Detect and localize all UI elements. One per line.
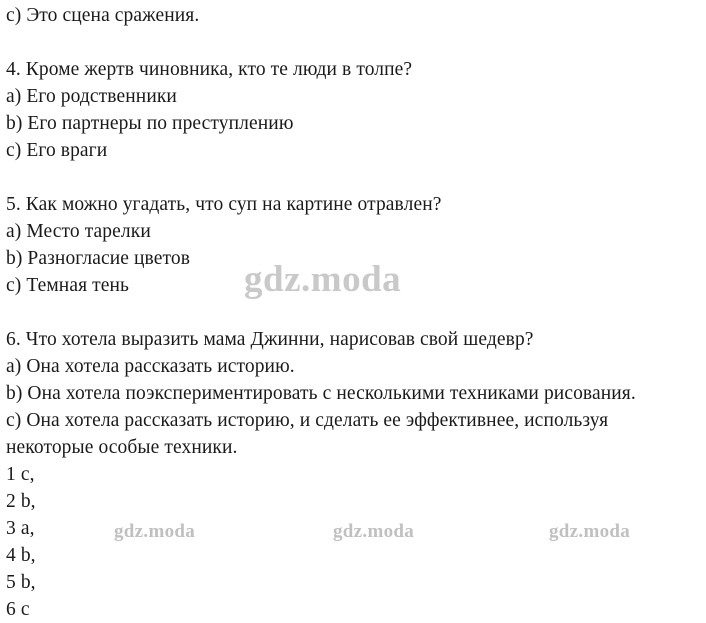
answer-key-item: 5 b, [6, 572, 36, 593]
watermark-small-center: gdz.moda [333, 521, 415, 542]
paragraph-gap [6, 299, 700, 326]
paragraph-gap [6, 29, 700, 56]
paragraph-gap [6, 164, 700, 191]
question-5-option-c: c) Темная тень [6, 275, 130, 296]
question-3-option-c: c) Это сцена сражения. [6, 5, 200, 26]
watermark-small-left: gdz.moda [114, 521, 196, 542]
answer-key-item: 2 b, [6, 491, 36, 512]
question-4-option-a: a) Его родственники [6, 86, 177, 107]
question-6-option-a: a) Она хотела рассказать историю. [6, 356, 295, 377]
watermark-main: gdz.moda [244, 259, 402, 300]
question-6-option-b: b) Она хотела поэкспериментировать с несколькими техниками рисования. [6, 383, 636, 404]
question-4-text: 4. Кроме жертв чиновника, кто те люди в толпе? [6, 59, 413, 80]
question-4-option-c: c) Его враги [6, 140, 108, 161]
question-6-text: 6. Что хотела выразить мама Джинни, нарисовав свой шедевр? [6, 329, 534, 350]
question-5-option-a: a) Место тарелки [6, 221, 151, 242]
question-5-option-b: b) Разногласие цветов [6, 248, 191, 269]
watermark-small-right: gdz.moda [549, 521, 631, 542]
answer-key-item: 1 c, [6, 464, 35, 485]
answer-key-item: 4 b, [6, 545, 36, 566]
answer-key-item: 6 c [6, 599, 30, 620]
question-5-text: 5. Как можно угадать, что суп на картине отравлен? [6, 194, 442, 215]
question-6-option-c-continued: некоторые особые техники. [6, 437, 238, 458]
question-6-option-c: c) Она хотела рассказать историю, и сделать ее эффективнее, используя [6, 410, 609, 431]
question-4-option-b: b) Его партнеры по преступлению [6, 113, 294, 134]
answer-key-item: 3 a, [6, 518, 35, 539]
